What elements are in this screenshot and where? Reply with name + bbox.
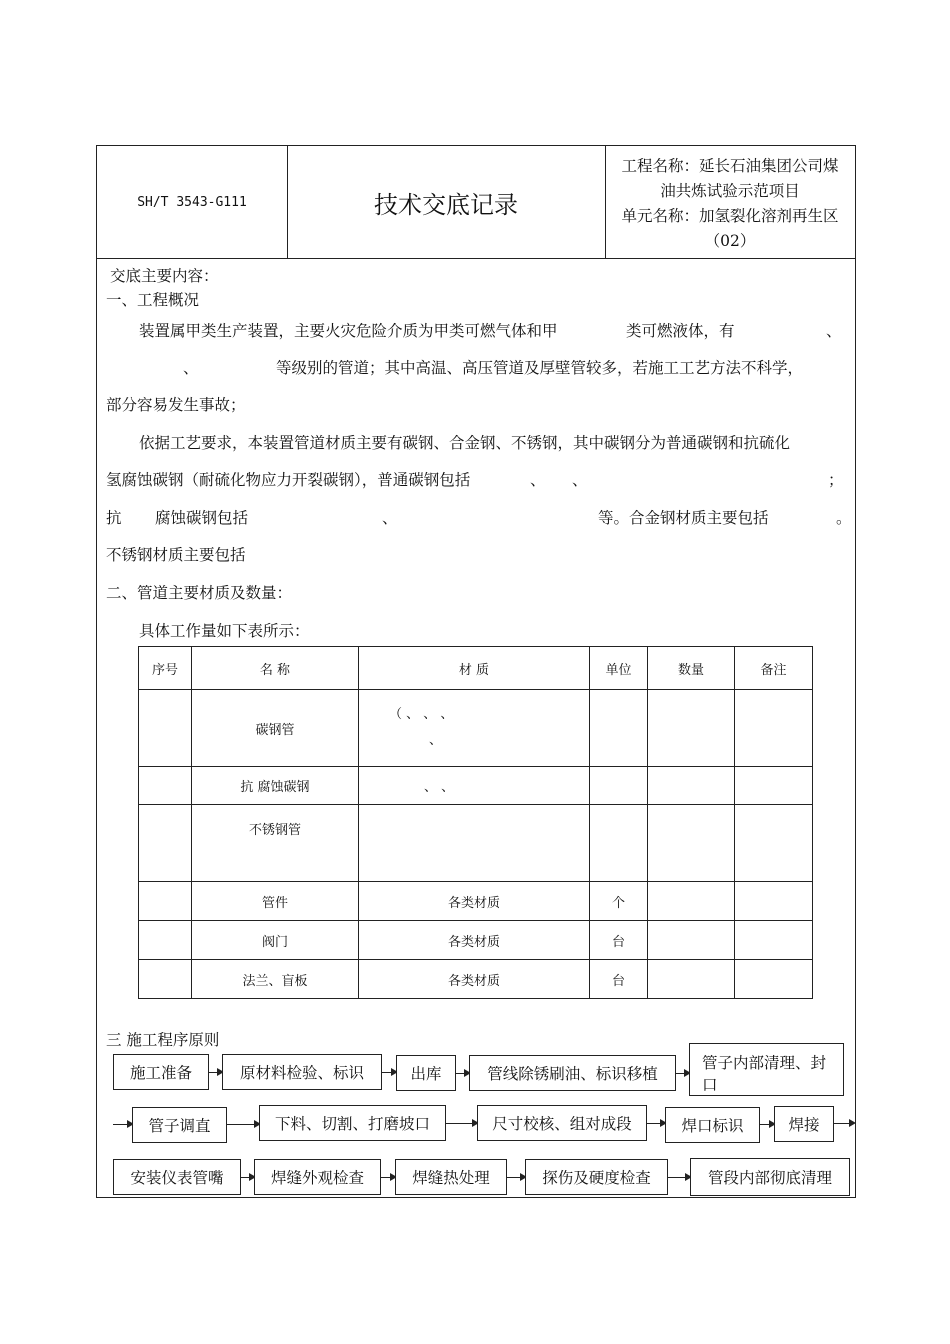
note-cell bbox=[735, 960, 813, 999]
item-name: 不锈钢管 bbox=[192, 805, 359, 882]
row-number bbox=[139, 921, 192, 960]
standard-code: SH/T 3543-G111 bbox=[137, 194, 247, 210]
row-number bbox=[139, 690, 192, 767]
project-name-line2: 油共炼试验示范项目 bbox=[660, 182, 800, 200]
quantity-cell bbox=[648, 882, 735, 921]
flow-step-final-cleaning: 管段内部彻底清理 bbox=[690, 1158, 850, 1196]
paragraph-text: 、 bbox=[183, 359, 199, 377]
item-name: 碳钢管 bbox=[192, 690, 359, 767]
paragraph-text: 、 bbox=[530, 471, 546, 489]
unit-cell bbox=[590, 767, 648, 805]
material-cell: 各类材质 bbox=[359, 960, 590, 999]
flow-arrow bbox=[760, 1124, 774, 1125]
row-number bbox=[139, 960, 192, 999]
unit-name-line2: （02） bbox=[704, 232, 756, 250]
item-name: 管件 bbox=[192, 882, 359, 921]
flow-arrow bbox=[507, 1177, 525, 1178]
paragraph-text: 装置属甲类生产装置，主要火灾危险介质为甲类可燃气体和甲 bbox=[139, 322, 558, 340]
note-cell bbox=[735, 805, 813, 882]
flow-step-cutting: 下料、切割、打磨坡口 bbox=[259, 1105, 446, 1141]
row-number bbox=[139, 882, 192, 921]
material-text: 、 bbox=[429, 733, 443, 748]
paragraph-text: 。 bbox=[836, 509, 852, 527]
table-row bbox=[139, 805, 813, 882]
section-2-heading: 二、管道主要材质及数量： bbox=[106, 584, 293, 602]
flow-arrow bbox=[209, 1072, 222, 1073]
flow-step-outbound: 出库 bbox=[396, 1055, 456, 1091]
unit-cell: 台 bbox=[590, 960, 648, 999]
section-3-heading: 三 施工程序原则 bbox=[106, 1031, 220, 1049]
paragraph-text: 抗 bbox=[106, 509, 122, 527]
flow-step-text: 口 bbox=[702, 1076, 718, 1094]
material-cell: 各类材质 bbox=[359, 882, 590, 921]
header-bottom-line bbox=[97, 258, 855, 259]
flow-arrow bbox=[676, 1073, 689, 1074]
table-row bbox=[139, 960, 813, 999]
flow-arrow bbox=[446, 1123, 477, 1124]
quantity-cell bbox=[648, 921, 735, 960]
note-cell bbox=[735, 690, 813, 767]
paragraph-text: 部分容易发生事故； bbox=[106, 396, 246, 414]
column-header: 备注 bbox=[735, 647, 813, 690]
paragraph-text: 等级别的管道；其中高温、高压管道及厚壁管较多，若施工工艺方法不科学， bbox=[276, 359, 804, 377]
item-name: 阀门 bbox=[192, 921, 359, 960]
paragraph-text: 等。合金钢材质主要包括 bbox=[598, 509, 769, 527]
flow-arrow bbox=[241, 1177, 254, 1178]
quantity-cell bbox=[648, 690, 735, 767]
flow-step-text: 管子内部清理、封 bbox=[702, 1054, 827, 1072]
flow-step-weld-marking: 焊口标识 bbox=[665, 1107, 760, 1143]
paragraph-text: 、 bbox=[572, 471, 588, 489]
flow-arrow bbox=[647, 1123, 665, 1124]
paragraph-text: 、 bbox=[382, 509, 398, 527]
flow-step-weld-visual: 焊缝外观检查 bbox=[254, 1159, 381, 1195]
material-cell bbox=[359, 690, 590, 767]
flow-step-straightening: 管子调直 bbox=[132, 1107, 227, 1143]
paragraph-text: 依据工艺要求，本装置管道材质主要有碳钢、合金钢、不锈钢，其中碳钢分为普通碳钢和抗硫化 bbox=[139, 434, 791, 452]
header-divider bbox=[605, 146, 606, 258]
flow-step-welding: 焊接 bbox=[774, 1106, 834, 1142]
note-cell bbox=[735, 882, 813, 921]
flow-arrow bbox=[456, 1073, 469, 1074]
quantity-cell bbox=[648, 767, 735, 805]
project-name-line1: 工程名称：延长石油集团公司煤 bbox=[621, 157, 839, 175]
column-header: 数量 bbox=[648, 647, 735, 690]
flow-step-pipe-cleaning bbox=[689, 1043, 844, 1096]
unit-name-line1: 单元名称：加氢裂化溶剂再生区 bbox=[621, 207, 839, 225]
material-quantity-table bbox=[138, 646, 813, 999]
paragraph-text: 不锈钢材质主要包括 bbox=[106, 546, 246, 564]
table-row bbox=[139, 690, 813, 767]
quantity-cell bbox=[648, 805, 735, 882]
row-number bbox=[139, 805, 192, 882]
table-row bbox=[139, 767, 813, 805]
table-row bbox=[139, 921, 813, 960]
flow-arrow bbox=[227, 1124, 259, 1125]
paragraph-text: 类可燃液体，有 bbox=[626, 322, 735, 340]
unit-cell bbox=[590, 805, 648, 882]
item-name: 法兰、盲板 bbox=[192, 960, 359, 999]
flow-step-instrument-nozzle: 安装仪表管嘴 bbox=[113, 1159, 241, 1195]
table-intro: 具体工作量如下表所示： bbox=[139, 622, 310, 640]
quantity-cell bbox=[648, 960, 735, 999]
note-cell bbox=[735, 767, 813, 805]
unit-cell: 个 bbox=[590, 882, 648, 921]
flow-arrow bbox=[381, 1177, 395, 1178]
flow-step-ndt-hardness: 探伤及硬度检查 bbox=[525, 1159, 668, 1195]
flow-arrow bbox=[834, 1123, 854, 1124]
material-text: （ 、 、 、 bbox=[389, 707, 454, 722]
main-content-label: 交底主要内容： bbox=[110, 267, 219, 285]
column-header: 材 质 bbox=[359, 647, 590, 690]
table-row bbox=[139, 882, 813, 921]
flow-step-heat-treatment: 焊缝热处理 bbox=[395, 1159, 507, 1195]
column-header: 名 称 bbox=[192, 647, 359, 690]
table-header-row bbox=[139, 647, 813, 690]
unit-cell bbox=[590, 690, 648, 767]
paragraph-text: 、 bbox=[826, 322, 842, 340]
flow-step-inspection: 原材料检验、标识 bbox=[222, 1054, 382, 1090]
item-name: 抗 腐蚀碳钢 bbox=[192, 767, 359, 805]
row-number bbox=[139, 767, 192, 805]
flow-arrow bbox=[382, 1072, 396, 1073]
paragraph-text: 腐蚀碳钢包括 bbox=[155, 509, 249, 527]
unit-cell: 台 bbox=[590, 921, 648, 960]
flow-arrow bbox=[113, 1124, 132, 1125]
flow-step-fitup: 尺寸校核、组对成段 bbox=[477, 1105, 647, 1141]
paragraph-text: ； bbox=[828, 471, 844, 489]
column-header: 序号 bbox=[139, 647, 192, 690]
record-title: 技术交底记录 bbox=[374, 190, 518, 219]
flow-arrow bbox=[668, 1177, 690, 1178]
material-cell bbox=[359, 805, 590, 882]
material-cell: 、 、 bbox=[359, 767, 590, 805]
paragraph-text: 氢腐蚀碳钢（耐硫化物应力开裂碳钢），普通碳钢包括 bbox=[106, 471, 471, 489]
flow-step-preparation: 施工准备 bbox=[113, 1054, 209, 1090]
section-1-heading: 一、工程概况 bbox=[106, 291, 200, 309]
project-info bbox=[607, 154, 853, 254]
flow-step-derusting: 管线除锈刷油、标识移植 bbox=[469, 1055, 676, 1091]
material-cell: 各类材质 bbox=[359, 921, 590, 960]
column-header: 单位 bbox=[590, 647, 648, 690]
note-cell bbox=[735, 921, 813, 960]
